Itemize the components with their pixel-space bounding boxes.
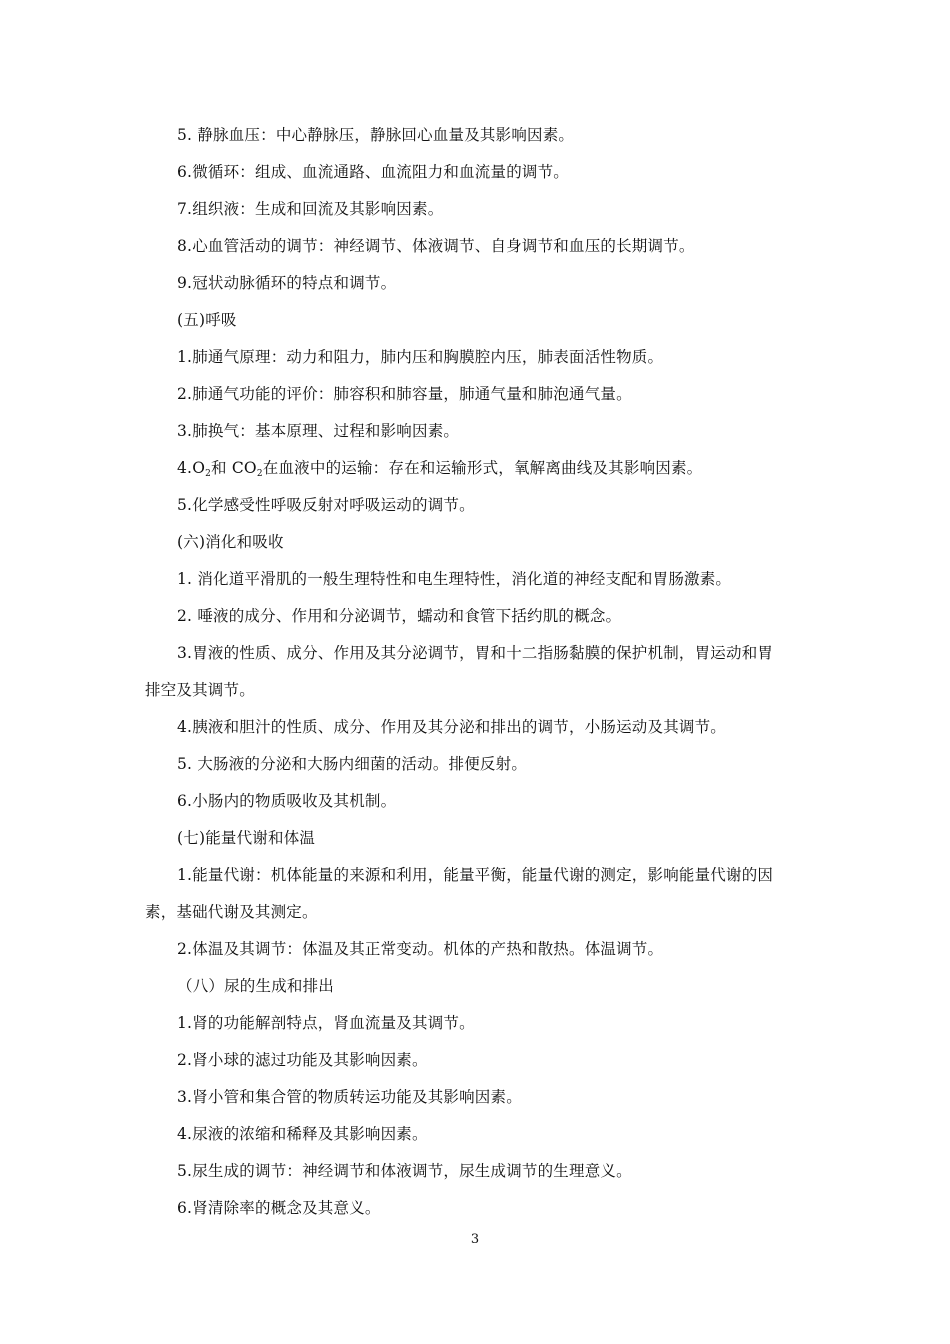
list-item: 2.肺通气功能的评价：肺容积和肺容量，肺通气量和肺泡通气量。 xyxy=(177,385,632,403)
section-heading: (五)呼吸 xyxy=(177,311,237,329)
list-item-continuation: 素，基础代谢及其测定。 xyxy=(145,903,318,921)
section-heading: （八）尿的生成和排出 xyxy=(177,977,335,995)
list-item: 1. 消化道平滑肌的一般生理特性和电生理特性，消化道的神经支配和胃肠激素。 xyxy=(177,570,732,588)
list-item: 1.肺通气原理：动力和阻力，肺内压和胸膜腔内压，肺表面活性物质。 xyxy=(177,348,664,366)
document-body xyxy=(145,117,810,1227)
list-item: 8.心血管活动的调节：神经调节、体液调节、自身调节和血压的长期调节。 xyxy=(177,237,695,255)
list-item: 3.肾小管和集合管的物质转运功能及其影响因素。 xyxy=(177,1088,522,1106)
list-item: 1.能量代谢：机体能量的来源和利用，能量平衡，能量代谢的测定，影响能量代谢的因 xyxy=(177,866,774,884)
list-item: 3.胃液的性质、成分、作用及其分泌调节，胃和十二指肠黏膜的保护机制，胃运动和胃 xyxy=(177,644,774,662)
list-item: 6.小肠内的物质吸收及其机制。 xyxy=(177,792,397,810)
list-item: 2. 唾液的成分、作用和分泌调节，蠕动和食管下括约肌的概念。 xyxy=(177,607,622,625)
list-item: 1.肾的功能解剖特点，肾血流量及其调节。 xyxy=(177,1014,475,1032)
list-item: 6.微循环：组成、血流通路、血流阻力和血流量的调节。 xyxy=(177,163,569,181)
text-fragment: 4.O xyxy=(177,459,206,477)
page-number: 3 xyxy=(470,1232,480,1247)
list-item: 5. 大肠液的分泌和大肠内细菌的活动。排便反射。 xyxy=(177,755,528,773)
list-item: 5. 静脉血压：中心静脉压，静脉回心血量及其影响因素。 xyxy=(177,126,575,144)
list-item: 4.胰液和胆汁的性质、成分、作用及其分泌和排出的调节，小肠运动及其调节。 xyxy=(177,718,726,736)
list-item: 9.冠状动脉循环的特点和调节。 xyxy=(177,274,397,292)
list-item xyxy=(145,450,810,487)
list-item: 3.肺换气：基本原理、过程和影响因素。 xyxy=(177,422,460,440)
list-item: 5.尿生成的调节：神经调节和体液调节，尿生成调节的生理意义。 xyxy=(177,1162,632,1180)
list-item: 6.肾清除率的概念及其意义。 xyxy=(177,1199,381,1217)
list-item: 4.尿液的浓缩和稀释及其影响因素。 xyxy=(177,1125,428,1143)
list-item-continuation: 排空及其调节。 xyxy=(145,681,255,699)
text-fragment: 在血液中的运输：存在和运输形式，氧解离曲线及其影响因素。 xyxy=(262,459,703,477)
section-heading: (七)能量代谢和体温 xyxy=(177,829,316,847)
list-item: 2.体温及其调节：体温及其正常变动。机体的产热和散热。体温调节。 xyxy=(177,940,664,958)
section-heading: (六)消化和吸收 xyxy=(177,533,284,551)
subscript: 2 xyxy=(256,469,263,479)
list-item: 2.肾小球的滤过功能及其影响因素。 xyxy=(177,1051,428,1069)
list-item: 5.化学感受性呼吸反射对呼吸运动的调节。 xyxy=(177,496,475,514)
list-item: 7.组织液：生成和回流及其影响因素。 xyxy=(177,200,444,218)
text-fragment: 和 CO xyxy=(211,459,257,477)
subscript: 2 xyxy=(205,469,212,479)
